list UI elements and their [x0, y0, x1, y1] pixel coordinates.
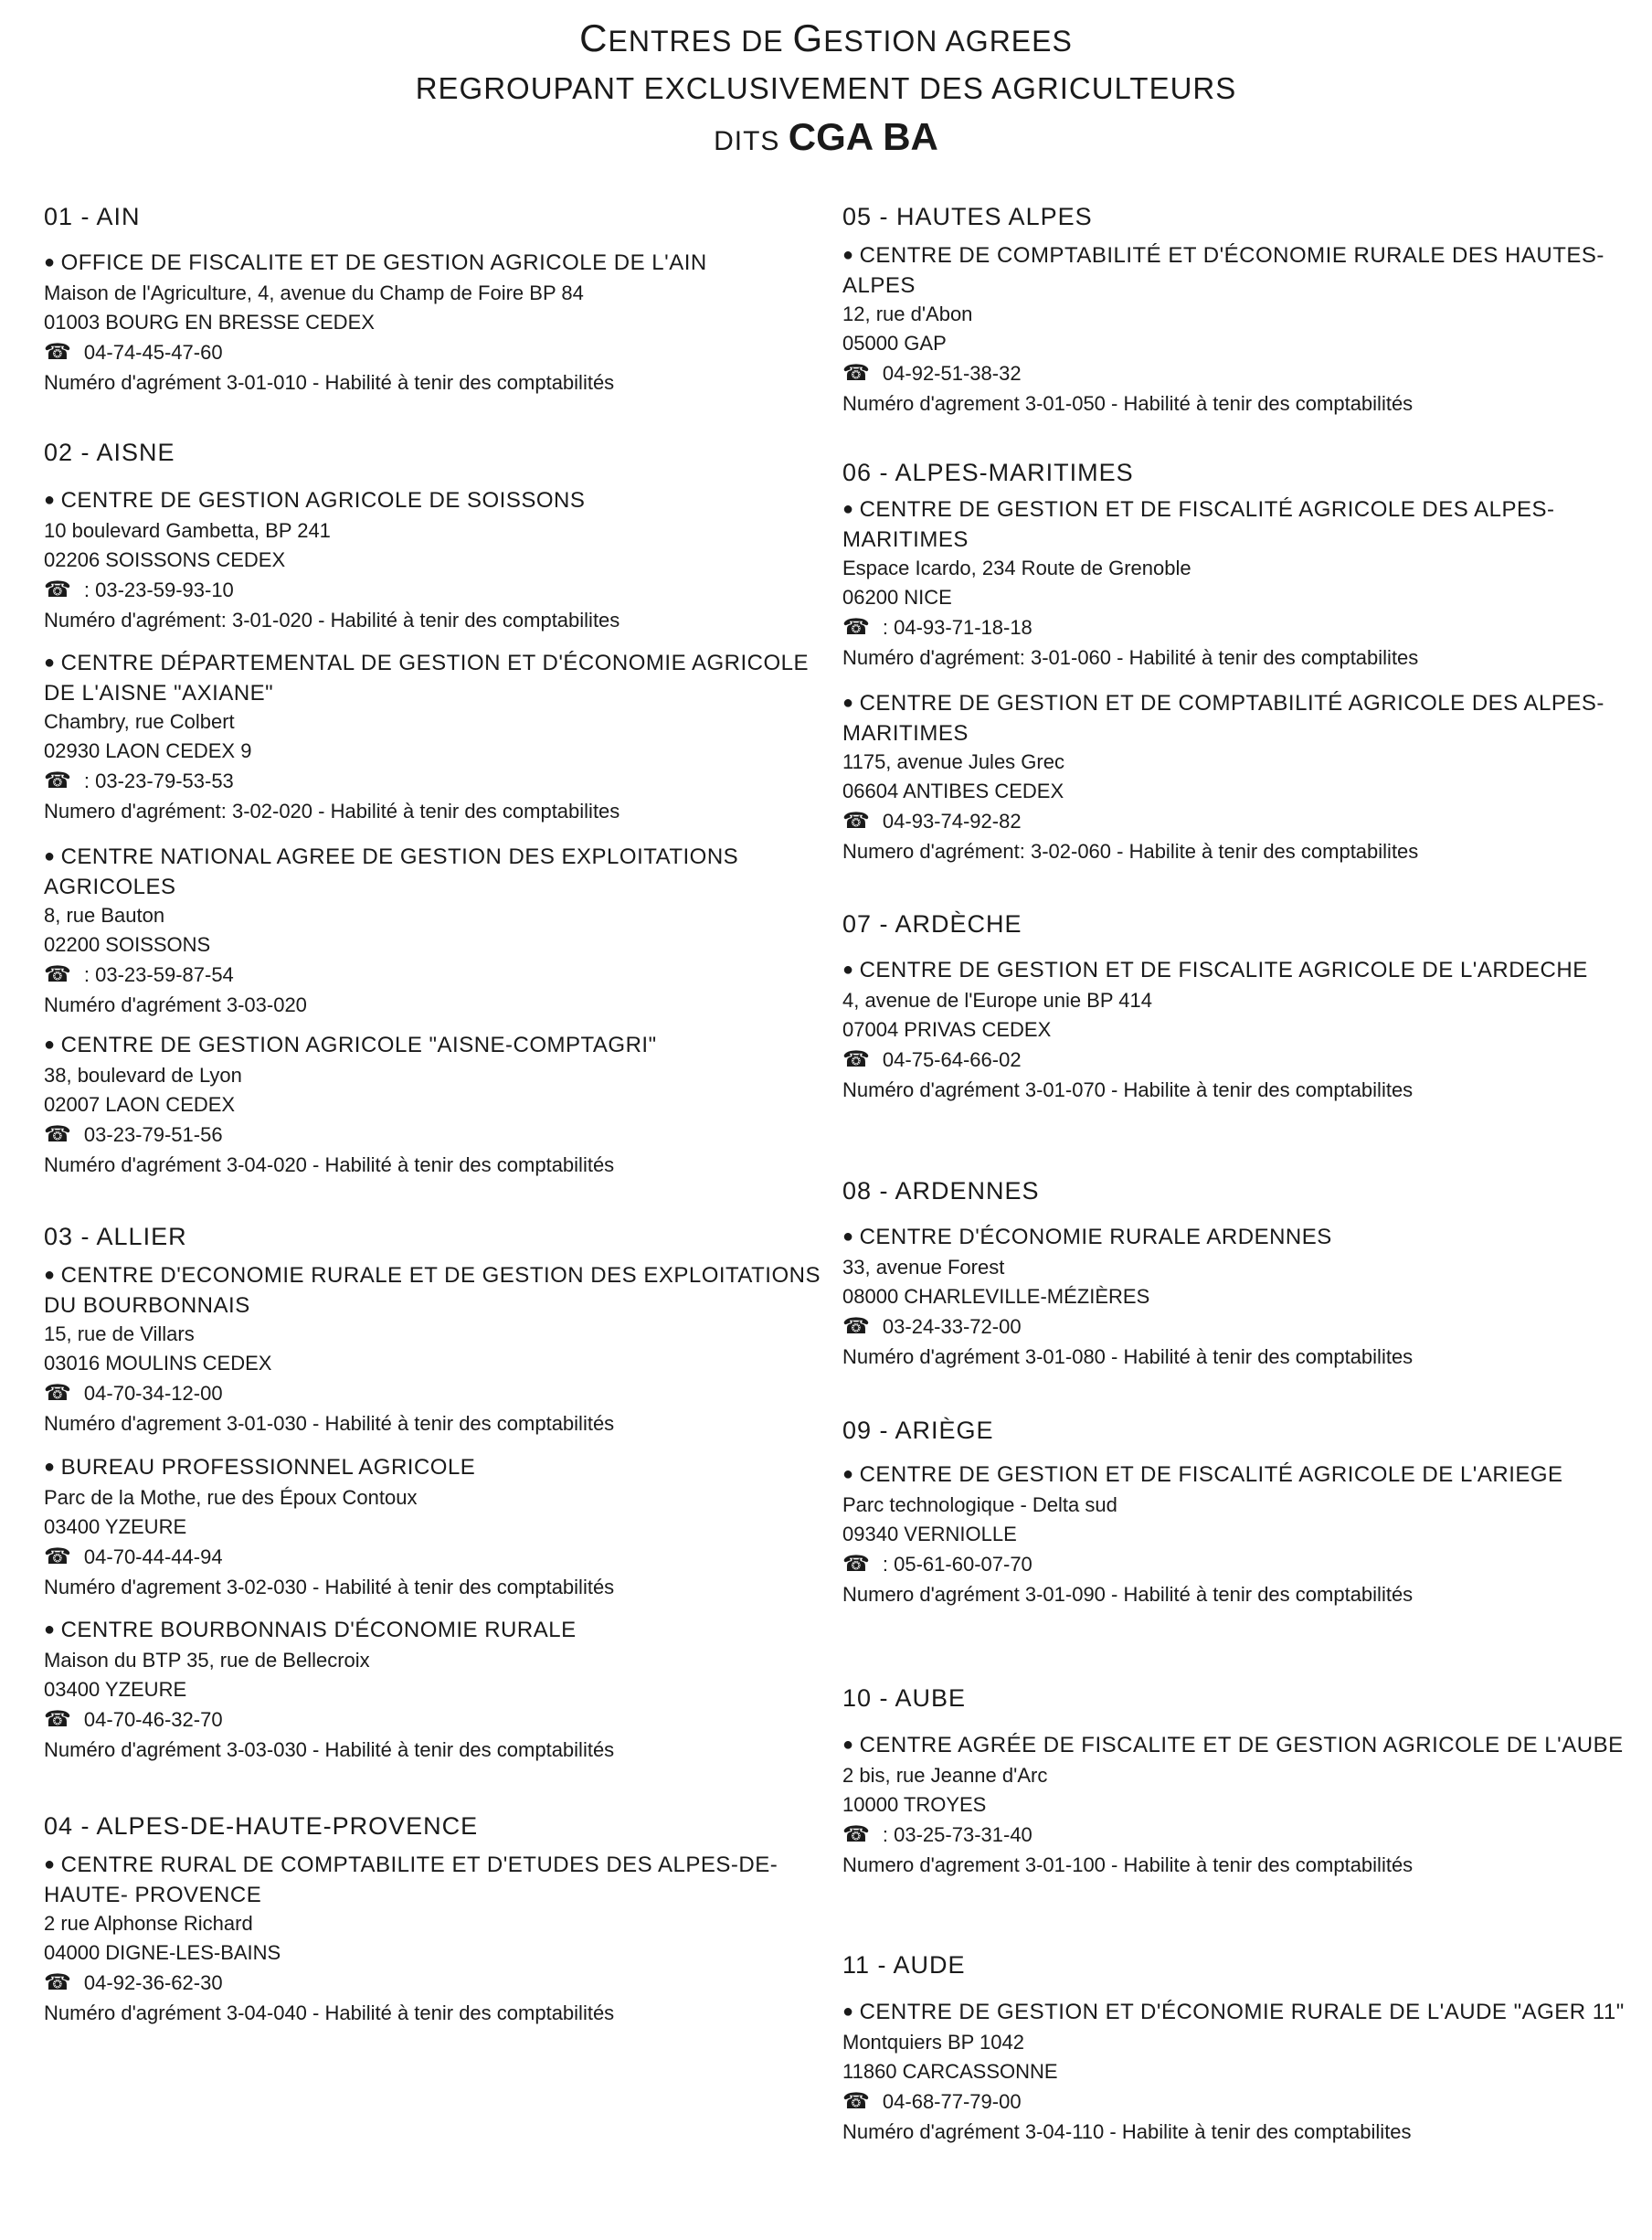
center-name: ● CENTRE DE GESTION ET DE FISCALITÉ AGRICOLE DES ALPES-MARITIMES [842, 497, 1555, 552]
center-name: ● CENTRE DE GESTION ET DE FISCALITE AGRICOLE DE L'ARDECHE [842, 958, 1588, 982]
address-line: Maison de l'Agriculture, 4, avenue du Champ de Foire BP 84 [44, 281, 584, 304]
address-line: 38, boulevard de Lyon [44, 1064, 242, 1087]
phone-line: ☎ 04-75-64-66-02 [842, 1047, 1022, 1072]
dept-heading: 08 - ARDENNES [842, 1177, 1040, 1205]
agrement-line: Numero d'agrement 3-01-100 - Habilite à tenir des comptabilités [842, 1853, 1414, 1876]
address-line: 04000 DIGNE-LES-BAINS [44, 1941, 281, 1964]
phone-icon: ☎ [842, 361, 870, 386]
center-name: ● CENTRE DE GESTION ET DE FISCALITÉ AGRICOLE DE L'ARIEGE [842, 1462, 1563, 1487]
center-entry [842, 1223, 1628, 1372]
address-line: Parc technologique - Delta sud [842, 1493, 1117, 1516]
phone-line: ☎ 03-24-33-72-00 [842, 1314, 1022, 1339]
phone-line: ☎ 04-92-51-38-32 [842, 361, 1022, 386]
phone-icon: ☎ [44, 1970, 71, 1995]
phone-line: ☎ : 04-93-71-18-18 [842, 615, 1032, 640]
phone-line: ☎ : 05-61-60-07-70 [842, 1552, 1032, 1576]
title-line-1: CENTRES DE GESTION AGREES [579, 16, 1073, 59]
center-entry [44, 1453, 821, 1602]
address-line: 10000 TROYES [842, 1793, 987, 1816]
phone-line: ☎ 04-92-36-62-30 [44, 1970, 223, 1995]
agrement-line: Numéro d'agrément: 3-01-060 - Habilité à tenir des comptabilites [842, 646, 1419, 669]
bullet-icon: ● [44, 653, 56, 673]
phone-icon: ☎ [842, 615, 870, 640]
center-name: ● CENTRE RURAL DE COMPTABILITE ET D'ETUDES DES ALPES-DE-HAUTE- PROVENCE [44, 1853, 778, 1907]
agrement-line: Numéro d'agrement 3-02-030 - Habilité à tenir des comptabilités [44, 1576, 615, 1598]
bullet-icon: ● [44, 1035, 56, 1055]
address-line: 11860 CARCASSONNE [842, 2060, 1058, 2083]
phone-line: ☎ : 03-23-79-53-53 [44, 769, 234, 793]
address-line: 03016 MOULINS CEDEX [44, 1352, 272, 1375]
center-name: ● OFFICE DE FISCALITE ET DE GESTION AGRICOLE DE L'AIN [44, 250, 707, 275]
address-line: 4, avenue de l'Europe unie BP 414 [842, 989, 1152, 1012]
dept-heading: 03 - ALLIER [44, 1223, 187, 1250]
address-line: 33, avenue Forest [842, 1256, 1005, 1279]
address-line: Chambry, rue Colbert [44, 710, 235, 733]
center-entry [842, 1731, 1628, 1880]
agrement-line: Numero d'agrément: 3-02-020 - Habilité à tenir des comptabilites [44, 800, 620, 823]
center-entry [44, 249, 821, 398]
dept-heading: 06 - ALPES-MARITIMES [842, 459, 1134, 486]
bullet-icon: ● [44, 1265, 56, 1285]
center-entry [44, 1616, 821, 1765]
agrement-line: Numéro d'agrément 3-03-020 [44, 993, 307, 1016]
address-line: 01003 BOURG EN BRESSE CEDEX [44, 311, 375, 334]
address-line: 06200 NICE [842, 586, 952, 609]
phone-line: ☎ : 03-23-59-93-10 [44, 578, 234, 602]
agrement-line: Numéro d'agrément 3-01-070 - Habilite à tenir des comptabilites [842, 1078, 1414, 1101]
address-line: Montquiers BP 1042 [842, 2031, 1024, 2054]
bullet-icon: ● [842, 2001, 854, 2022]
address-line: 10 boulevard Gambetta, BP 241 [44, 519, 331, 542]
title-line-3: DITS CGA BA [714, 115, 938, 158]
bullet-icon: ● [842, 1735, 854, 1755]
bullet-icon: ● [842, 245, 854, 265]
address-line: 05000 GAP [842, 332, 947, 355]
phone-line: ☎ 04-70-46-32-70 [44, 1707, 223, 1732]
bullet-icon: ● [842, 1464, 854, 1484]
address-line: 09340 VERNIOLLE [842, 1523, 1017, 1545]
agrement-line: Numero d'agrément 3-01-090 - Habilité à tenir des comptabilités [842, 1583, 1414, 1606]
dept-heading: 04 - ALPES-DE-HAUTE-PROVENCE [44, 1812, 479, 1840]
center-entry [44, 486, 821, 635]
dept-heading: 11 - AUDE [842, 1951, 966, 1979]
dept-heading: 01 - AIN [44, 203, 141, 230]
center-entry [842, 1998, 1628, 2147]
dept-heading: 07 - ARDÈCHE [842, 910, 1022, 938]
agrement-line: Numéro d'agrément 3-04-020 - Habilité à tenir des comptabilités [44, 1153, 615, 1176]
center-entry [44, 1851, 821, 2028]
center-name: ● CENTRE NATIONAL AGREE DE GESTION DES EXPLOITATIONS AGRICOLES [44, 844, 739, 899]
address-line: 2 rue Alphonse Richard [44, 1912, 253, 1935]
center-entry [44, 649, 821, 826]
phone-icon: ☎ [44, 962, 71, 987]
center-name: ● CENTRE AGRÉE DE FISCALITE ET DE GESTION AGRICOLE DE L'AUBE [842, 1733, 1624, 1757]
bullet-icon: ● [44, 1854, 56, 1874]
address-line: 1175, avenue Jules Grec [842, 750, 1064, 773]
address-line: 8, rue Bauton [44, 904, 165, 927]
center-name: ● BUREAU PROFESSIONNEL AGRICOLE [44, 1455, 476, 1480]
center-entry [44, 1261, 821, 1438]
address-line: 12, rue d'Abon [842, 303, 973, 325]
center-entry [842, 495, 1628, 673]
phone-icon: ☎ [842, 1047, 870, 1072]
address-line: Parc de la Mothe, rue des Époux Contoux [44, 1486, 418, 1509]
center-entry [842, 956, 1628, 1105]
address-line: 02206 SOISSONS CEDEX [44, 548, 286, 571]
dept-heading: 05 - HAUTES ALPES [842, 203, 1093, 230]
agrement-line: Numéro d'agrément 3-01-010 - Habilité à tenir des comptabilités [44, 371, 615, 394]
center-name: ● CENTRE DE COMPTABILITÉ ET D'ÉCONOMIE RURALE DES HAUTES-ALPES [842, 243, 1604, 298]
center-name: ● CENTRE DE GESTION ET D'ÉCONOMIE RURALE DE L'AUDE "AGER 11" [842, 2000, 1625, 2024]
phone-icon: ☎ [44, 1707, 71, 1732]
address-line: 03400 YZEURE [44, 1678, 187, 1701]
center-entry [842, 241, 1628, 419]
phone-icon: ☎ [842, 1822, 870, 1847]
phone-icon: ☎ [842, 2089, 870, 2114]
center-name: ● CENTRE D'ECONOMIE RURALE ET DE GESTION DES EXPLOITATIONS DU BOURBONNAIS [44, 1263, 821, 1318]
agrement-line: Numéro d'agrement 3-01-030 - Habilité à tenir des comptabilités [44, 1412, 615, 1435]
address-line: 02930 LAON CEDEX 9 [44, 739, 252, 762]
phone-line: ☎ 04-74-45-47-60 [44, 340, 223, 365]
phone-line: ☎ 04-70-44-44-94 [44, 1545, 223, 1569]
bullet-icon: ● [44, 1457, 56, 1477]
center-name: ● CENTRE DÉPARTEMENTAL DE GESTION ET D'ÉCONOMIE AGRICOLE DE L'AISNE "AXIANE" [44, 651, 809, 706]
address-line: 06604 ANTIBES CEDEX [842, 780, 1064, 802]
phone-icon: ☎ [44, 769, 71, 793]
phone-icon: ☎ [44, 1545, 71, 1569]
address-line: 07004 PRIVAS CEDEX [842, 1018, 1052, 1041]
phone-icon: ☎ [842, 809, 870, 833]
dept-heading: 10 - AUBE [842, 1684, 967, 1712]
agrement-line: Numero d'agrément: 3-02-060 - Habilite à tenir des comptabilites [842, 840, 1419, 863]
bullet-icon: ● [842, 499, 854, 519]
phone-icon: ☎ [44, 1381, 71, 1406]
title-line-2: REGROUPANT EXCLUSIVEMENT DES AGRICULTEURS [415, 71, 1237, 105]
center-entry [842, 689, 1628, 866]
center-entry [842, 1460, 1628, 1609]
phone-icon: ☎ [44, 578, 71, 602]
center-name: ● CENTRE D'ÉCONOMIE RURALE ARDENNES [842, 1225, 1332, 1249]
center-name: ● CENTRE DE GESTION AGRICOLE DE SOISSONS [44, 488, 586, 513]
agrement-line: Numéro d'agrément 3-04-040 - Habilité à tenir des comptabilités [44, 2001, 615, 2024]
address-line: 02007 LAON CEDEX [44, 1093, 236, 1116]
phone-icon: ☎ [44, 1122, 71, 1147]
phone-line: ☎ : 03-25-73-31-40 [842, 1822, 1032, 1847]
agrement-line: Numéro d'agrément: 3-01-020 - Habilité à tenir des comptabilites [44, 609, 620, 632]
phone-line: ☎ 03-23-79-51-56 [44, 1122, 223, 1147]
address-line: 02200 SOISSONS [44, 933, 211, 956]
bullet-icon: ● [842, 693, 854, 713]
address-line: 2 bis, rue Jeanne d'Arc [842, 1764, 1048, 1787]
phone-icon: ☎ [842, 1552, 870, 1576]
bullet-icon: ● [44, 490, 56, 510]
center-name: ● CENTRE DE GESTION ET DE COMPTABILITÉ AGRICOLE DES ALPES-MARITIMES [842, 691, 1604, 746]
bullet-icon: ● [842, 960, 854, 980]
address-line: Maison du BTP 35, rue de Bellecroix [44, 1649, 370, 1672]
phone-line: ☎ 04-93-74-92-82 [842, 809, 1022, 833]
agrement-line: Numéro d'agrément 3-04-110 - Habilite à tenir des comptabilites [842, 2120, 1412, 2143]
bullet-icon: ● [44, 252, 56, 272]
agrement-line: Numéro d'agrément 3-03-030 - Habilité à tenir des comptabilités [44, 1738, 615, 1761]
center-entry [44, 1031, 821, 1180]
address-line: 15, rue de Villars [44, 1322, 195, 1345]
address-line: Espace Icardo, 234 Route de Grenoble [842, 557, 1191, 579]
dept-heading: 09 - ARIÈGE [842, 1417, 994, 1444]
phone-line: ☎ : 03-23-59-87-54 [44, 962, 234, 987]
bullet-icon: ● [44, 1619, 56, 1640]
bullet-icon: ● [44, 846, 56, 866]
center-entry [44, 843, 821, 1020]
phone-icon: ☎ [842, 1314, 870, 1339]
phone-line: ☎ 04-68-77-79-00 [842, 2089, 1022, 2114]
center-name: ● CENTRE DE GESTION AGRICOLE "AISNE-COMPTAGRI" [44, 1033, 657, 1057]
center-name: ● CENTRE BOURBONNAIS D'ÉCONOMIE RURALE [44, 1618, 577, 1642]
bullet-icon: ● [842, 1226, 854, 1247]
dept-heading: 02 - AISNE [44, 439, 175, 466]
agrement-line: Numéro d'agrement 3-01-050 - Habilité à tenir des comptabilités [842, 392, 1414, 415]
address-line: 03400 YZEURE [44, 1515, 187, 1538]
address-line: 08000 CHARLEVILLE-MÉZIÈRES [842, 1285, 1150, 1308]
phone-icon: ☎ [44, 340, 71, 365]
agrement-line: Numéro d'agrément 3-01-080 - Habilité à tenir des comptabilites [842, 1345, 1414, 1368]
phone-line: ☎ 04-70-34-12-00 [44, 1381, 223, 1406]
